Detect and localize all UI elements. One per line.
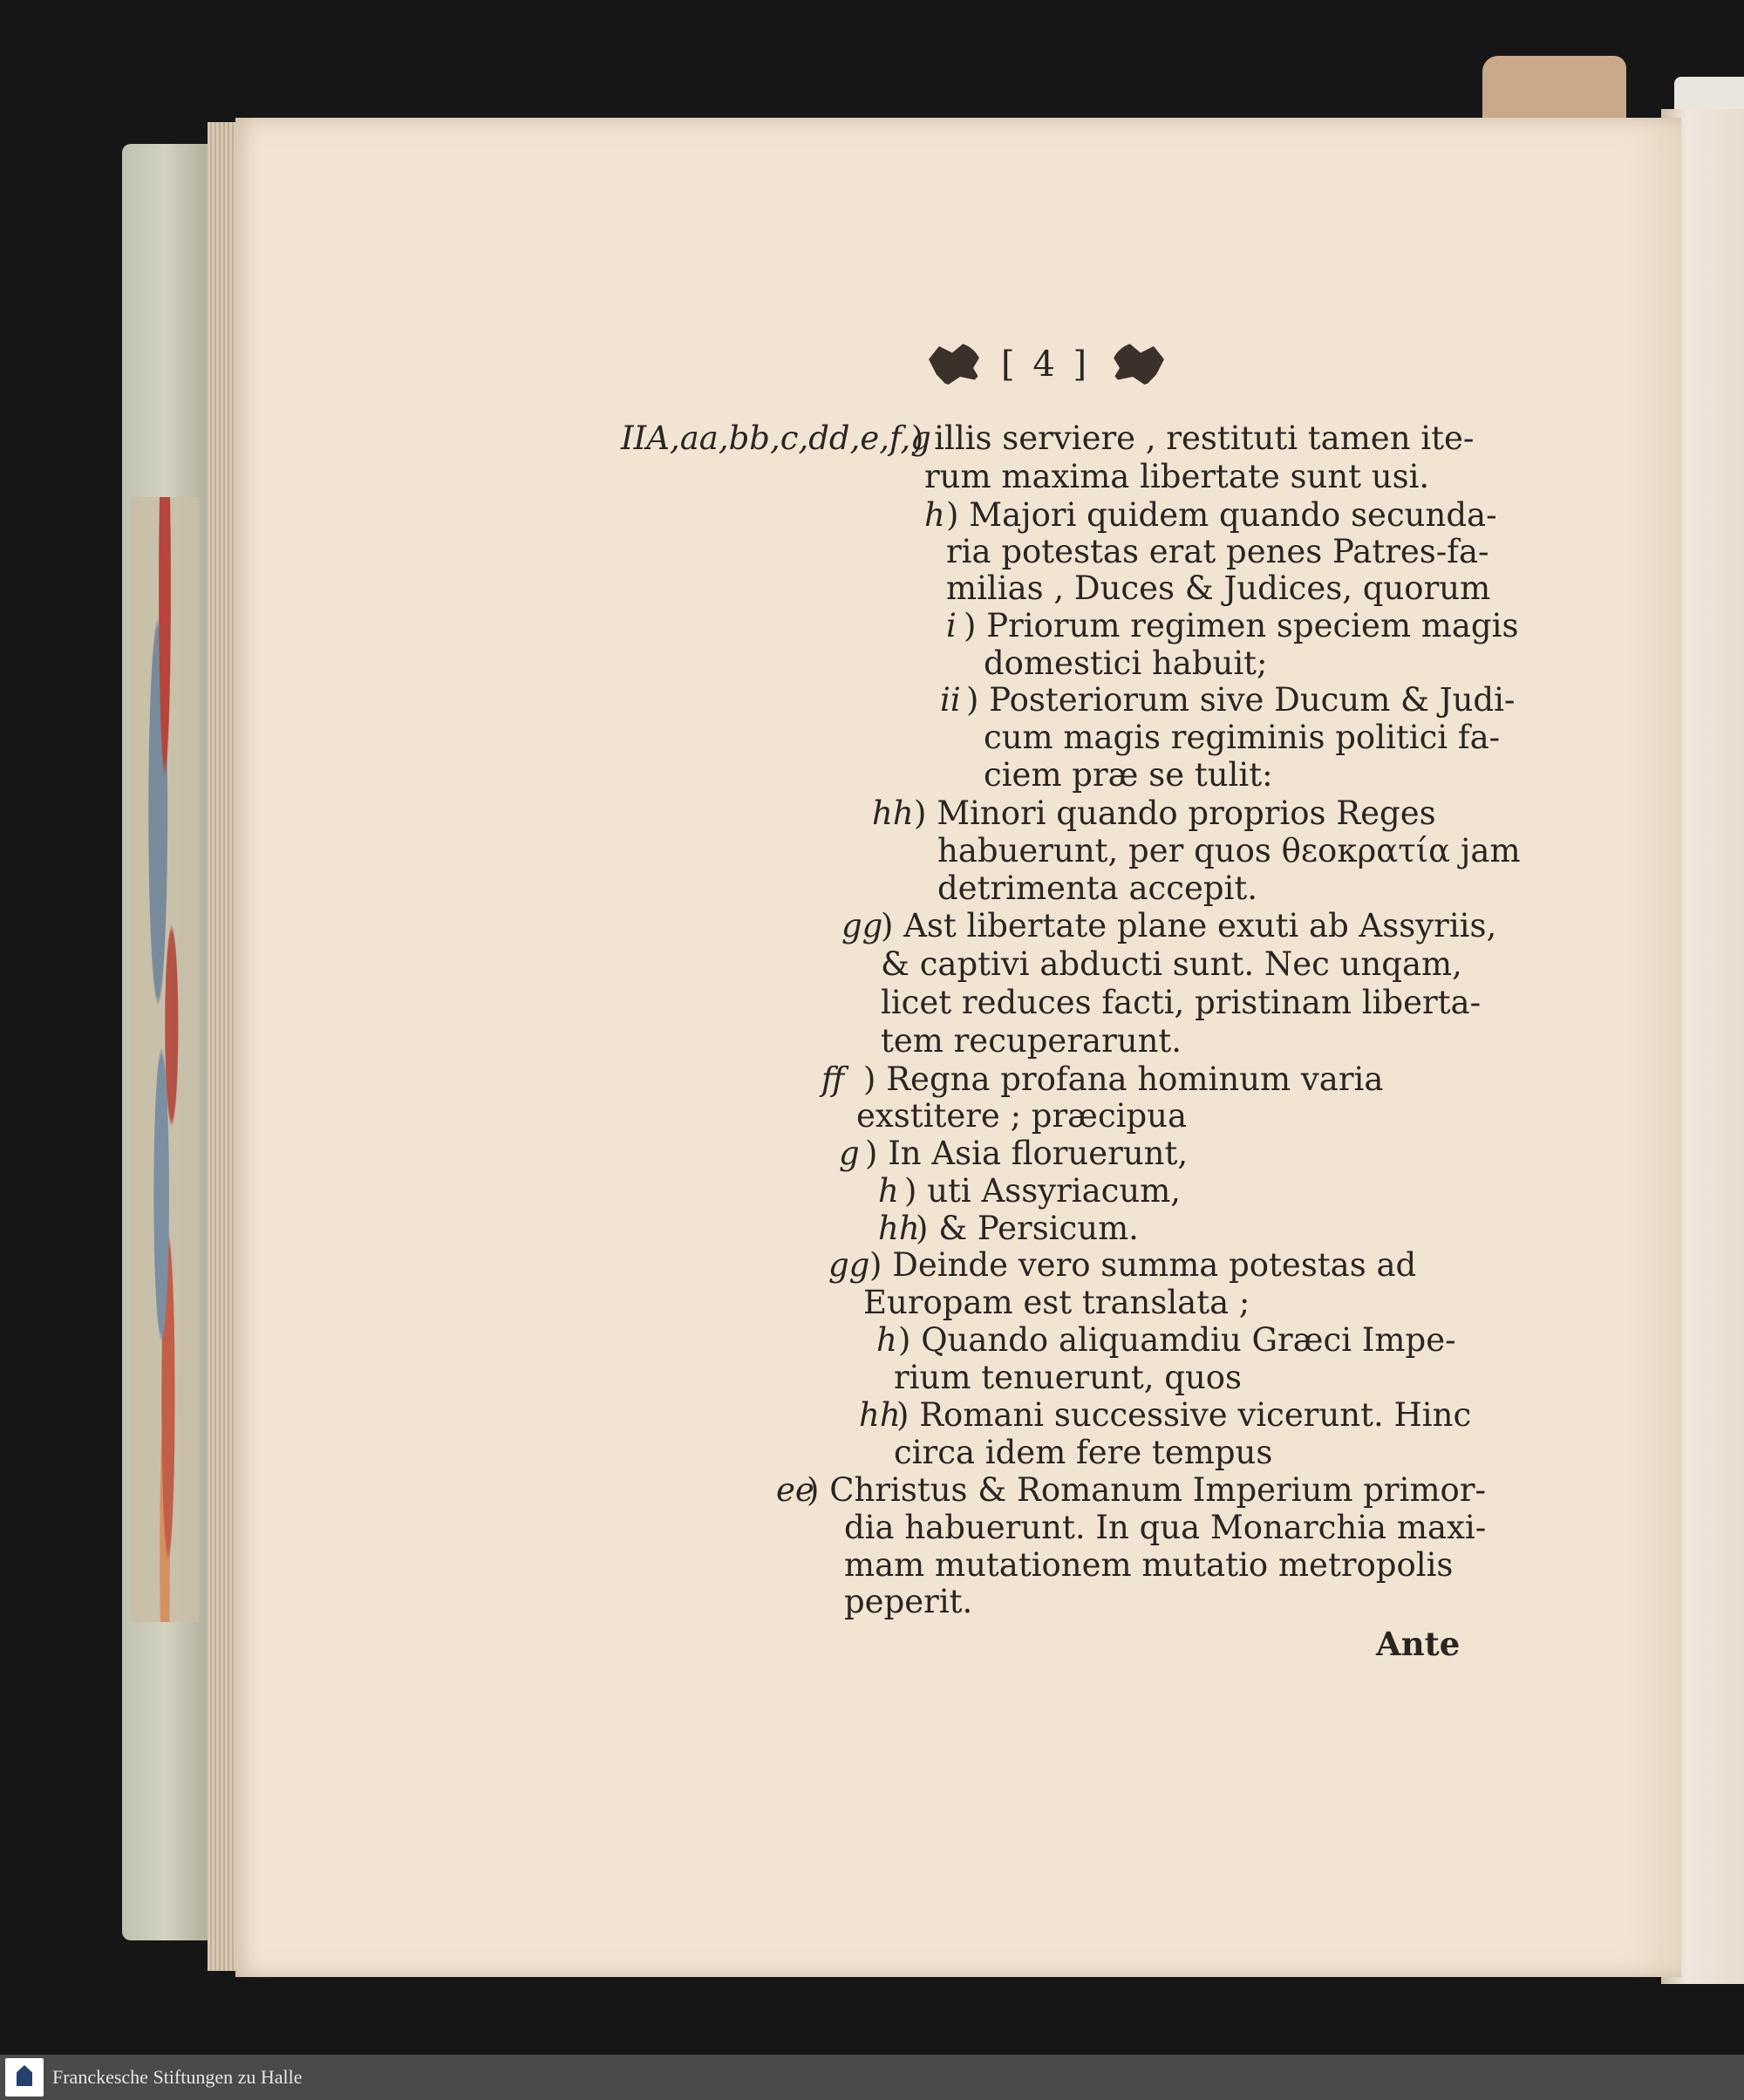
text-line: ) Deinde vero summa potestas ad bbox=[869, 1246, 1417, 1284]
institution-logo-icon bbox=[5, 2058, 44, 2097]
text-line: cum magis regiminis politici fa- bbox=[984, 719, 1501, 756]
text-line: ) & Persicum. bbox=[916, 1210, 1139, 1247]
text-line: licet reduces facti, pristinam liberta- bbox=[881, 984, 1482, 1021]
line-marker: gg bbox=[828, 1246, 870, 1284]
text-line: rum maxima libertate sunt usi. bbox=[924, 458, 1430, 495]
text-line: tem recuperarunt. bbox=[881, 1022, 1182, 1060]
text-line: ) Posteriorum sive Ducum & Judi- bbox=[966, 681, 1516, 719]
text-line: mam mutationem mutatio metropolis bbox=[844, 1546, 1454, 1584]
line-marker: ff bbox=[821, 1060, 845, 1098]
text-line: ) In Asia floruerunt, bbox=[865, 1135, 1189, 1172]
line-marker: IIA,aa,bb,c,dd,e,f,g bbox=[621, 419, 931, 457]
line-marker: i bbox=[946, 607, 957, 644]
line-marker: h bbox=[924, 496, 945, 534]
text-line: ) Regna profana hominum varia bbox=[863, 1060, 1384, 1098]
text-line: ) Minori quando proprios Reges bbox=[914, 794, 1436, 832]
line-marker: hh bbox=[872, 794, 914, 832]
text-line: exstitere ; præcipua bbox=[856, 1097, 1188, 1135]
text-line: ) Ast libertate plane exuti ab Assyriis, bbox=[881, 907, 1497, 944]
text-line: ) illis serviere , restituti tamen ite- bbox=[911, 419, 1475, 457]
marbled-cover bbox=[131, 497, 199, 1622]
text-line: peperit. bbox=[844, 1583, 973, 1620]
line-marker: ii bbox=[940, 681, 961, 719]
text-line: dia habuerunt. In qua Monarchia maxi- bbox=[844, 1509, 1487, 1546]
page-number: [ 4 ] bbox=[1001, 344, 1091, 385]
text-line: milias , Duces & Judices, quorum bbox=[946, 569, 1491, 607]
line-marker: hh bbox=[859, 1396, 901, 1434]
text-line: & captivi abducti sunt. Nec unqam, bbox=[881, 945, 1462, 983]
line-marker: h bbox=[876, 1321, 897, 1359]
line-marker: hh bbox=[878, 1210, 920, 1247]
text-line: ) Priorum regimen speciem magis bbox=[964, 607, 1519, 644]
text-line: ) Majori quidem quando secunda- bbox=[946, 496, 1497, 534]
text-line: habuerunt, per quos θεοκρατία jam bbox=[937, 832, 1521, 869]
text-line: domestici habuit; bbox=[984, 644, 1268, 682]
text-line: ) Quando aliquamdiu Græci Impe- bbox=[898, 1321, 1456, 1359]
text-line: ria potestas erat penes Patres-fa- bbox=[946, 533, 1489, 570]
line-marker: g bbox=[839, 1135, 860, 1172]
text-line: Europam est translata ; bbox=[863, 1284, 1250, 1321]
line-marker: gg bbox=[841, 907, 883, 944]
text-line: ciem præ se tulit: bbox=[984, 756, 1273, 794]
footer-label: Franckesche Stiftungen zu Halle bbox=[52, 2066, 303, 2088]
text-line: detrimenta accepit. bbox=[937, 869, 1258, 907]
torn-paper-tab bbox=[1482, 56, 1626, 124]
footer-bar bbox=[0, 2055, 1744, 2100]
text-line: circa idem fere tempus bbox=[894, 1434, 1273, 1471]
text-line: ) uti Assyriacum, bbox=[904, 1172, 1182, 1210]
line-marker: ee bbox=[776, 1471, 814, 1509]
text-line: ) Christus & Romanum Imperium primor- bbox=[807, 1471, 1487, 1509]
text-line: ) Romani successive vicerunt. Hinc bbox=[896, 1396, 1472, 1434]
text-line: rium tenuerunt, quos bbox=[894, 1359, 1243, 1396]
catchword: Ante bbox=[1376, 1625, 1461, 1663]
line-marker: h bbox=[878, 1172, 899, 1210]
